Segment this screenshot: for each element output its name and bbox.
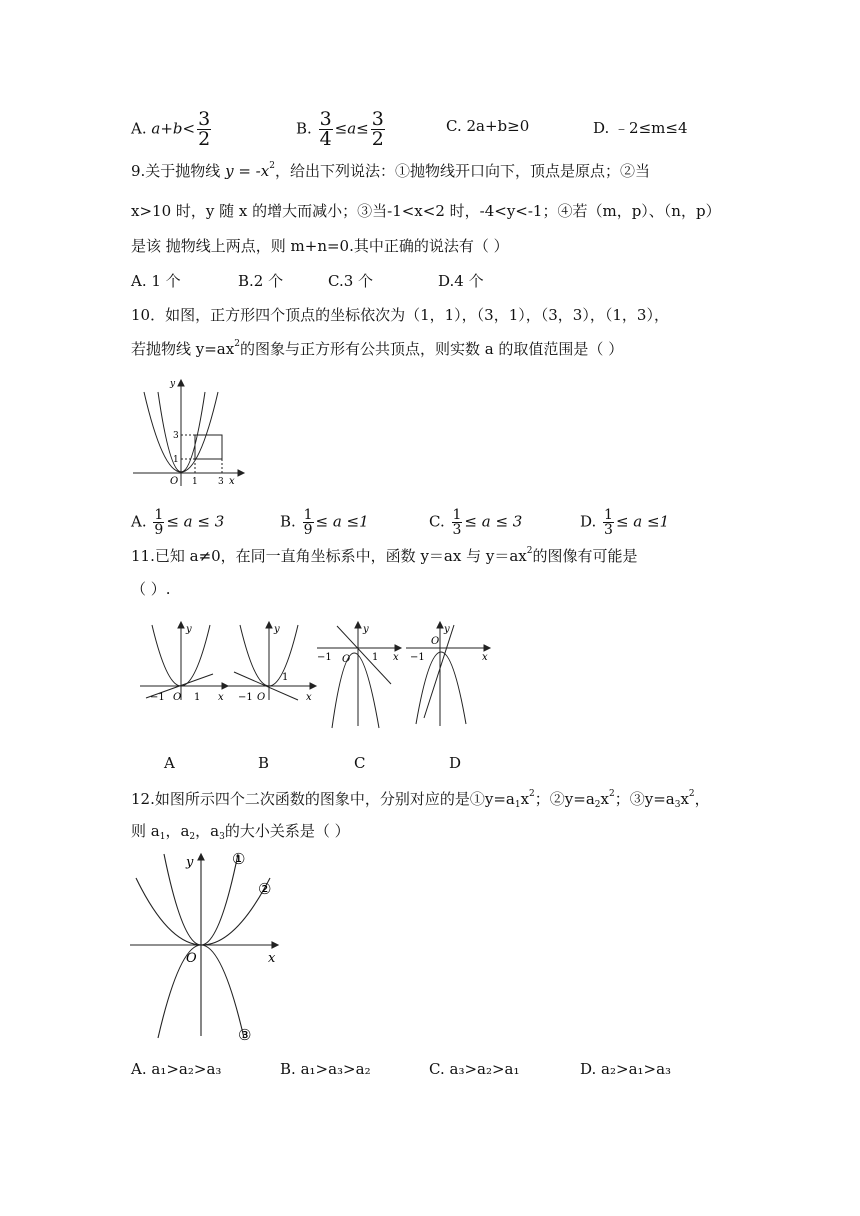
q11-choice-c: C — [354, 754, 366, 772]
q12-option-a: A. a₁>a₂>a₃ — [131, 1060, 222, 1078]
x-tick-3: 3 — [218, 477, 224, 487]
x-axis-label: x — [229, 476, 235, 487]
q11-line-2: （ ）. — [131, 580, 171, 598]
q12-option-d: D. a₂>a₁>a₃ — [580, 1060, 672, 1078]
curve-2-label: ② — [258, 880, 272, 898]
curve-3-label: ③ — [238, 1026, 252, 1044]
tick-minus-1: −1 — [150, 692, 165, 703]
q11-choice-d: D — [449, 754, 462, 772]
q12-option-c: C. a₃>a₂>a₁ — [429, 1060, 520, 1078]
y-axis-label: y — [363, 624, 369, 635]
q9-option-a: A. 1 个 — [131, 272, 181, 290]
q12-line-1: 12.如图所示四个二次函数的图象中，分别对应的是$①y=a_1x^2$；$②y=a_2x^2$；$③y=a_3x^2$， — [131, 789, 710, 810]
q9-option-c: C.3 个 — [328, 272, 374, 290]
q9-option-b: B.2 个 — [238, 272, 284, 290]
tick-minus-1: −1 — [238, 692, 253, 703]
q11-graph-b — [226, 620, 316, 705]
q11-line-1: 11.已知 a≠0，在同一直角坐标系中，函数 y＝ax 与 $y=ax^2$的图像有可能是 — [131, 546, 638, 565]
q9-option-d: D.4 个 — [438, 272, 484, 290]
y-axis-label: y — [170, 379, 176, 389]
q11-choice-b: B — [258, 754, 270, 772]
q8-option-b: B. $\frac{3}{4}$ ≤a≤ $\frac{3}{2}$ — [296, 108, 384, 150]
q8-option-c: C. 2a+b≥0 — [446, 117, 530, 135]
origin-label: O — [257, 692, 266, 703]
q9-line-2: x>10 时，y 随 x 的增大而减小；③当-1<x<2 时，-4<y<-1；④若（m，p）、（n，p） — [131, 202, 721, 220]
q12-line-2: 则 $a_1$，$a_2$，$a_3$的大小关系是（ ） — [131, 822, 350, 842]
x-axis-label: x — [268, 951, 276, 966]
q12-option-b: B. a₁>a₃>a₂ — [280, 1060, 371, 1078]
y-tick-3: 3 — [173, 431, 179, 441]
q11-choice-a: A — [164, 754, 175, 772]
q10-line-2: 若抛物线 $y=ax^2$的图象与正方形有公共顶点，则实数 a 的取值范围是（ ） — [131, 339, 624, 358]
curve-1-label: ① — [232, 850, 246, 868]
y-axis-label: y — [186, 855, 194, 870]
y-axis-label: y — [274, 624, 280, 635]
origin-label: O — [186, 951, 197, 966]
q12-figure — [128, 848, 288, 1048]
tick-1: 1 — [372, 652, 379, 663]
origin-label: O — [431, 636, 440, 647]
origin-label: O — [170, 476, 179, 487]
tick-1: 1 — [282, 672, 289, 683]
origin-label: O — [342, 654, 351, 665]
tick-minus-1: −1 — [317, 652, 332, 663]
q8-option-d: D. ﹣2≤m≤4 — [593, 119, 688, 137]
y-axis-label: y — [186, 624, 192, 635]
q10-line-1: 10．如图，正方形四个顶点的坐标依次为（1，1），（3，1），（3，3），（1，3）， — [131, 306, 669, 324]
x-axis-label: x — [393, 652, 399, 663]
x-axis-label: x — [306, 692, 312, 703]
x-axis-label: x — [218, 692, 224, 703]
q10-figure — [128, 372, 248, 492]
y-tick-1: 1 — [173, 455, 179, 465]
origin-label: O — [173, 692, 182, 703]
q9-line-1: 9.关于抛物线 $y = -x^2$，给出下列说法：①抛物线开口向下，顶点是原点；②当 — [131, 161, 650, 180]
q10-option-c: C. $\frac{1}{3}$ ≤ a ≤ 3 — [429, 507, 523, 538]
tick-1: 1 — [194, 692, 201, 703]
q10-option-b: B. $\frac{1}{9}$ ≤ a ≤1 — [280, 507, 369, 538]
q8-option-a: A. a+b< $\frac{3}{2}$ — [131, 108, 211, 150]
q9-line-3: 是该 抛物线上两点，则 m+n=0.其中正确的说法有（ ） — [131, 237, 509, 255]
q10-option-a: A. $\frac{1}{9}$ ≤ a ≤ 3 — [131, 507, 225, 538]
q11-graph-c — [315, 620, 405, 730]
x-tick-1: 1 — [192, 477, 198, 487]
y-axis-label: y — [444, 624, 450, 635]
x-axis-label: x — [482, 652, 488, 663]
tick-minus-1: −1 — [410, 652, 425, 663]
q11-graph-a — [138, 620, 228, 705]
q11-graph-d — [404, 620, 494, 730]
q10-option-d: D. $\frac{1}{3}$ ≤ a ≤1 — [580, 507, 670, 538]
